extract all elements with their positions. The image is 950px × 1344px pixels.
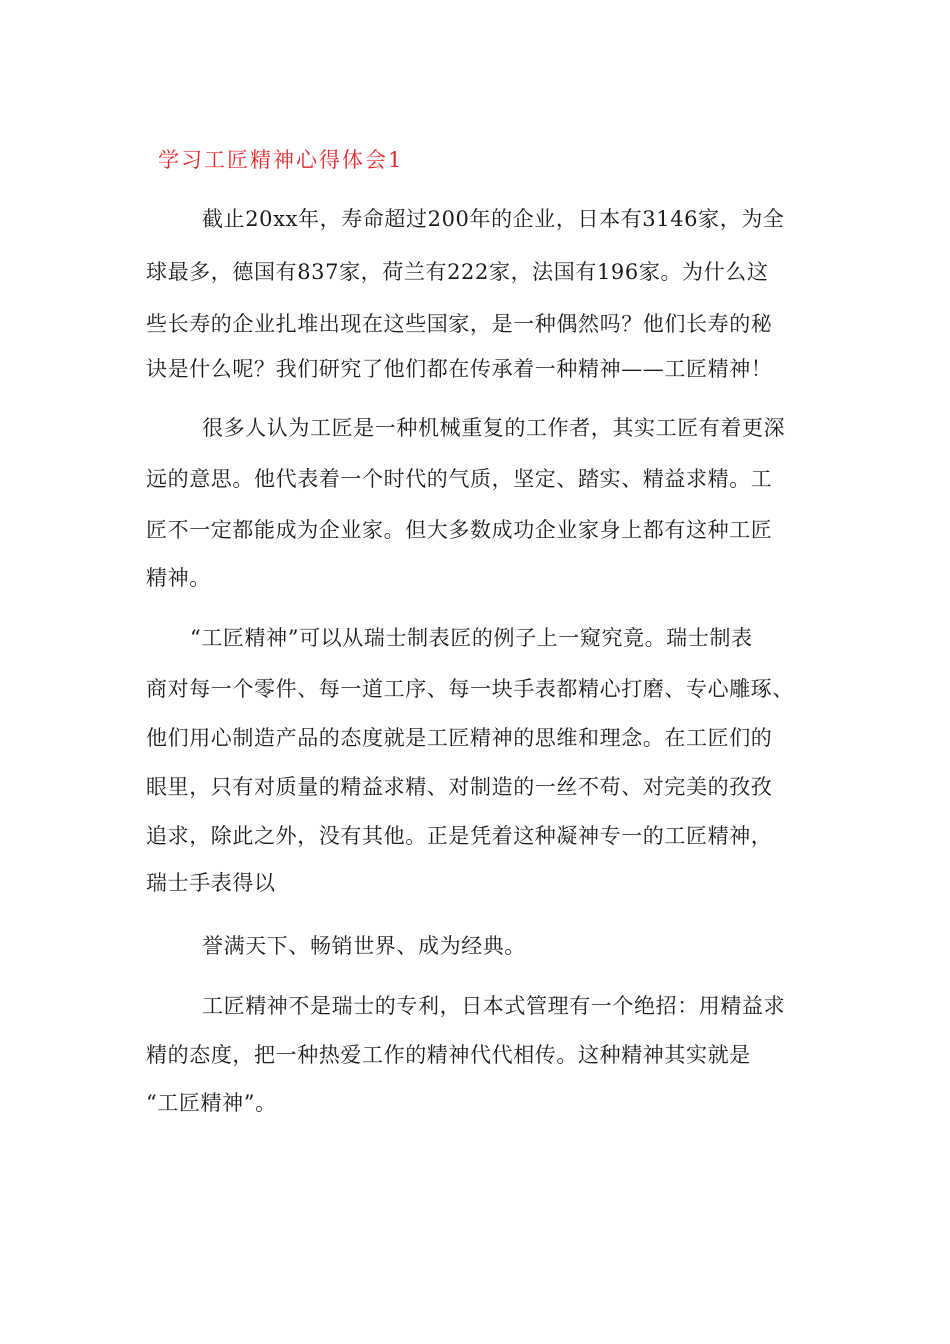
paragraph-3-line-5: 追求，除此之外，没有其他。正是凭着这种凝神专一的工匠精神， — [146, 824, 773, 848]
paragraph-2-line-2: 远的意思。他代表着一个时代的气质，坚定、踏实、精益求精。工 — [146, 467, 773, 491]
paragraph-3-line-1: “工匠精神”可以从瑞士制表匠的例子上一窥究竟。瑞士制表 — [190, 626, 753, 650]
paragraph-2-line-4: 精神。 — [146, 566, 211, 590]
paragraph-1-line-2: 球最多，德国有837家，荷兰有222家，法国有196家。为什么这 — [146, 260, 769, 284]
paragraph-1-line-1: 截止20xx年，寿命超过200年的企业，日本有3146家，为全 — [202, 207, 785, 231]
paragraph-2-line-1: 很多人认为工匠是一种机械重复的工作者，其实工匠有着更深 — [202, 416, 786, 440]
paragraph-1-line-4: 诀是什么呢？我们研究了他们都在传承着一种精神——工匠精神！ — [146, 357, 773, 381]
paragraph-2-line-3: 匠不一定都能成为企业家。但大多数成功企业家身上都有这种工匠 — [146, 518, 773, 542]
paragraph-5-line-2: 精的态度，把一种热爱工作的精神代代相传。这种精神其实就是 — [146, 1043, 751, 1067]
paragraph-3-line-3: 他们用心制造产品的态度就是工匠精神的思维和理念。在工匠们的 — [146, 726, 773, 750]
paragraph-5-line-3: “工匠精神”。 — [146, 1091, 277, 1115]
paragraph-1-line-3: 些长寿的企业扎堆出现在这些国家，是一种偶然吗？他们长寿的秘 — [146, 312, 773, 336]
paragraph-4-line-1: 誉满天下、畅销世界、成为经典。 — [202, 934, 526, 958]
paragraph-3-line-6: 瑞士手表得以 — [146, 871, 276, 895]
paragraph-3-line-4: 眼里，只有对质量的精益求精、对制造的一丝不苟、对完美的孜孜 — [146, 775, 773, 799]
paragraph-5-line-1: 工匠精神不是瑞士的专利，日本式管理有一个绝招：用精益求 — [202, 994, 786, 1018]
document-title: 学习工匠精神心得体会1 — [158, 148, 404, 172]
paragraph-3-line-2: 商对每一个零件、每一道工序、每一块手表都精心打磨、专心雕琢、 — [146, 677, 794, 701]
